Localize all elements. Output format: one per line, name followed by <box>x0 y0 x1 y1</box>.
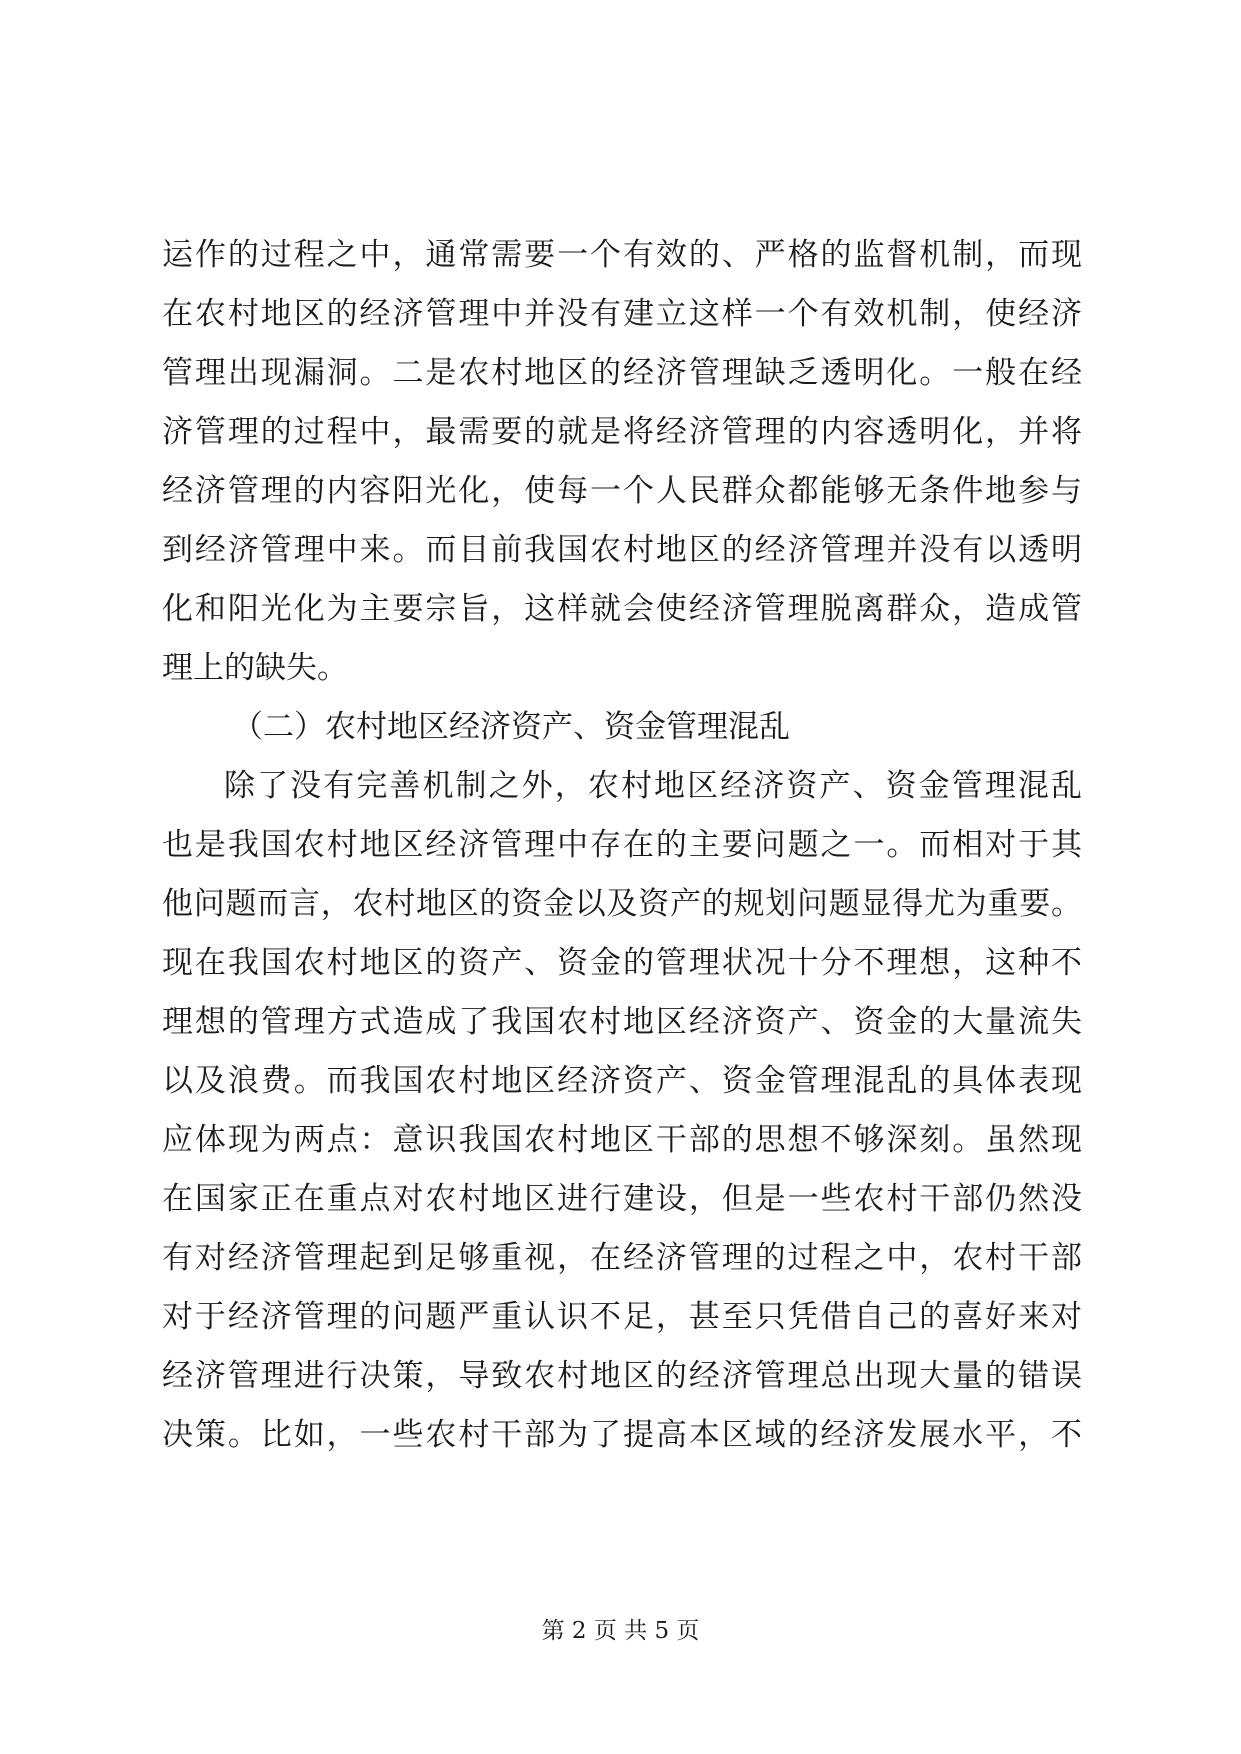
body-text <box>162 226 1082 1465</box>
text-line: 应体现为两点：意识我国农村地区干部的思想不够深刻。虽然现 <box>162 1122 1082 1158</box>
text-line: 有对经济管理起到足够重视，在经济管理的过程之中，农村干部 <box>162 1240 1082 1276</box>
text-line: 决策。比如，一些农村干部为了提高本区域的经济发展水平，不 <box>162 1417 1082 1453</box>
text-line: 以及浪费。而我国农村地区经济资产、资金管理混乱的具体表现 <box>162 1063 1082 1099</box>
text-line: 他问题而言，农村地区的资金以及资产的规划问题显得尤为重要。 <box>162 886 1082 922</box>
text-line: 在农村地区的经济管理中并没有建立这样一个有效机制，使经济 <box>162 296 1082 332</box>
text-line: 除了没有完善机制之外，农村地区经济资产、资金管理混乱 <box>224 768 1082 804</box>
text-line: 化和阳光化为主要宗旨，这样就会使经济管理脱离群众，造成管 <box>162 591 1082 627</box>
text-line: 理上的缺失。 <box>162 650 348 686</box>
page-footer <box>0 1612 1241 1645</box>
text-line: 也是我国农村地区经济管理中存在的主要问题之一。而相对于其 <box>162 827 1082 863</box>
text-line: 运作的过程之中，通常需要一个有效的、严格的监督机制，而现 <box>162 237 1082 273</box>
text-line: 经济管理的内容阳光化，使每一个人民群众都能够无条件地参与 <box>162 473 1082 509</box>
section-heading: （二）农村地区经济资产、资金管理混乱 <box>232 709 790 745</box>
text-line: 经济管理进行决策，导致农村地区的经济管理总出现大量的错误 <box>162 1358 1082 1394</box>
text-line: 管理出现漏洞。二是农村地区的经济管理缺乏透明化。一般在经 <box>162 355 1082 391</box>
text-line: 对于经济管理的问题严重认识不足，甚至只凭借自己的喜好来对 <box>162 1299 1082 1335</box>
page-number-label: 第 2 页 共 5 页 <box>541 1618 700 1644</box>
text-line: 理想的管理方式造成了我国农村地区经济资产、资金的大量流失 <box>162 1004 1082 1040</box>
text-line: 到经济管理中来。而目前我国农村地区的经济管理并没有以透明 <box>162 532 1082 568</box>
text-line: 在国家正在重点对农村地区进行建设，但是一些农村干部仍然没 <box>162 1181 1082 1217</box>
text-line: 现在我国农村地区的资产、资金的管理状况十分不理想，这种不 <box>162 945 1082 981</box>
text-line: 济管理的过程中，最需要的就是将经济管理的内容透明化，并将 <box>162 414 1082 450</box>
